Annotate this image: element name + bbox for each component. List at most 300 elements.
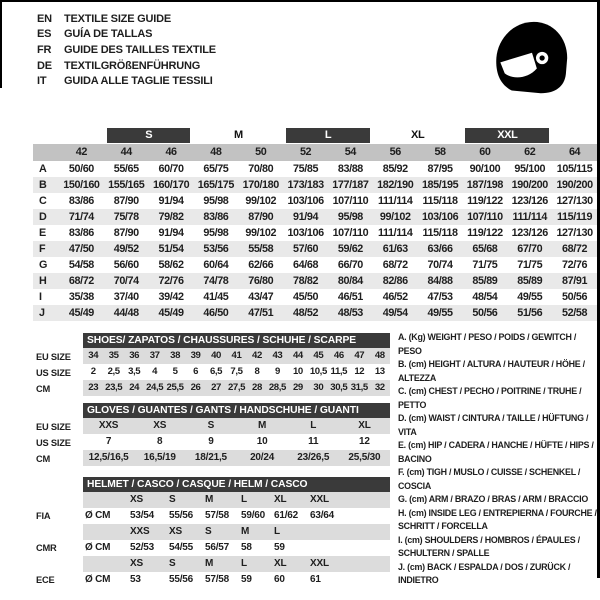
measurement-value: 55/65 bbox=[113, 163, 139, 175]
measurement-value: 39/42 bbox=[158, 291, 184, 303]
measurement-value: 48/53 bbox=[328, 305, 373, 321]
legend-item: E. (cm) HIP / CADERA / HANCHE / HÜFTE / HIPS / BACINO bbox=[398, 440, 594, 464]
language-code: EN bbox=[37, 12, 52, 25]
gloves-row-label-eu: EU SIZE bbox=[36, 422, 71, 432]
measurement-value: 74/78 bbox=[193, 273, 238, 289]
shoe-us-size: 11,5 bbox=[330, 366, 348, 377]
shoe-us-size: 3,5 bbox=[128, 366, 141, 377]
shoe-cm-size: 27,5 bbox=[226, 380, 246, 396]
glove-us-size: 11 bbox=[308, 436, 319, 447]
measurement-value: 65/75 bbox=[203, 163, 229, 175]
helmet-size-value: 63/64 bbox=[310, 510, 335, 521]
shoe-cm-size: 28 bbox=[247, 380, 267, 396]
shoe-cm-size: 26 bbox=[185, 380, 205, 396]
shoe-us-size: 4 bbox=[152, 366, 158, 377]
shoe-eu-size: 39 bbox=[185, 348, 205, 364]
measurement-value: 66/70 bbox=[337, 259, 363, 271]
measurement-value: 52/58 bbox=[552, 305, 597, 321]
helmet-size-row-spacer bbox=[83, 556, 128, 572]
measurement-value: 115/119 bbox=[552, 209, 597, 225]
measurement-value: 51/56 bbox=[507, 305, 552, 321]
shoe-eu-size: 36 bbox=[124, 348, 144, 364]
helmet-size-label: S bbox=[167, 492, 203, 508]
shoe-us-size: 7,5 bbox=[230, 366, 243, 377]
measurement-value: 56/60 bbox=[113, 259, 139, 271]
shoe-us-size: 10 bbox=[292, 366, 303, 377]
size-group-spacer bbox=[555, 128, 594, 143]
measurement-value: 107/110 bbox=[332, 195, 369, 207]
measurement-value: 99/102 bbox=[245, 195, 277, 207]
language-header bbox=[37, 11, 216, 89]
measurement-value: 75/85 bbox=[293, 163, 319, 175]
measurement-value: 105/115 bbox=[556, 163, 593, 175]
glove-cm-size: 20/24 bbox=[237, 450, 288, 466]
helmet-size-label: S bbox=[203, 524, 239, 540]
measurement-value: 63/66 bbox=[418, 241, 463, 257]
measurement-value: 65/68 bbox=[462, 241, 507, 257]
measurement-value: 54/58 bbox=[68, 259, 94, 271]
measurement-value: 71/74 bbox=[59, 209, 104, 225]
measurement-value: 58/62 bbox=[158, 259, 184, 271]
helmet-size-value: 56/57 bbox=[205, 542, 230, 553]
measurement-value: 111/114 bbox=[507, 209, 552, 225]
measurement-row-letter: C bbox=[39, 195, 47, 207]
shoe-eu-size: 38 bbox=[165, 348, 185, 364]
measurement-value: 64/68 bbox=[293, 259, 319, 271]
helmet-size-label: XXS bbox=[128, 524, 167, 540]
helmet-size-value: 60 bbox=[274, 574, 285, 585]
helmet-size-label: M bbox=[203, 556, 239, 572]
measurement-value: 115/118 bbox=[422, 227, 458, 239]
measurement-value: 177/187 bbox=[328, 177, 373, 193]
gloves-table-title: GLOVES / GUANTES / GANTS / HANDSCHUHE / GUANTI bbox=[83, 403, 390, 418]
helmet-table-title: HELMET / CASCO / CASQUE / HELM / CASCO bbox=[83, 477, 390, 492]
legend-item: A. (Kg) WEIGHT / PESO / POIDS / GEWITCH / PESO bbox=[398, 332, 577, 356]
glove-us-size: 9 bbox=[208, 436, 214, 447]
shoe-eu-size: 37 bbox=[144, 348, 164, 364]
page-border-left bbox=[0, 0, 2, 88]
size-number: 60 bbox=[462, 144, 507, 161]
shoes-row-label-cm: CM bbox=[36, 384, 51, 394]
measurement-value: 119/122 bbox=[467, 195, 503, 207]
measurement-row-letter: G bbox=[39, 259, 47, 271]
measurement-value: 35/38 bbox=[68, 291, 94, 303]
size-number: 44 bbox=[104, 144, 149, 161]
legend-item: I. (cm) SHOULDERS / HOMBROS / ÉPAULES / SCHULTERN / SPALLE bbox=[398, 534, 580, 558]
helmet-size-label: XL bbox=[272, 492, 308, 508]
helmet-size-label: XL bbox=[272, 556, 308, 572]
measurement-value: 103/106 bbox=[418, 209, 463, 225]
measurement-value: 51/54 bbox=[149, 241, 194, 257]
measurement-value: 75/78 bbox=[104, 209, 149, 225]
helmet-standard-label-cmr: CMR bbox=[36, 543, 57, 553]
measurement-value: 50/56 bbox=[462, 305, 507, 321]
glove-eu-size: S bbox=[185, 418, 236, 434]
helmet-standard-label-ece: ECE bbox=[36, 575, 55, 585]
helmet-size-row-spacer bbox=[308, 524, 390, 540]
helmet-size-value: 57/58 bbox=[205, 574, 230, 585]
measurement-value: 87/91 bbox=[552, 273, 597, 289]
measurement-row-letter: I bbox=[39, 291, 42, 303]
measurement-value: 190/200 bbox=[552, 177, 597, 193]
measurement-value: 46/51 bbox=[337, 291, 363, 303]
legend-item: H. (cm) INSIDE LEG / ENTREPIERNA / FOURCHE / SCHRITT / FORCELLA bbox=[398, 507, 597, 531]
language-title: TEXTILE SIZE GUIDE bbox=[64, 12, 172, 25]
helmet-size-value: 59 bbox=[274, 542, 285, 553]
legend-item: G. (cm) ARM / BRAZO / BRAS / ARM / BRACCIO bbox=[398, 494, 589, 504]
measurement-value: 45/49 bbox=[149, 305, 194, 321]
shoe-eu-size: 46 bbox=[329, 348, 349, 364]
measurement-value: 49/52 bbox=[104, 241, 149, 257]
shoes-row-label-us: US SIZE bbox=[36, 368, 71, 378]
measurement-value: 53/56 bbox=[193, 241, 238, 257]
legend-item: D. (cm) WAIST / CINTURA / TAILLE / HÜFTUNG / VITA bbox=[398, 413, 589, 437]
measurement-value: 59/62 bbox=[328, 241, 373, 257]
helmet-size-label: XXL bbox=[308, 492, 390, 508]
legend-item: F. (cm) TIGH / MUSLO / CUISSE / SCHENKEL / COSCIA bbox=[398, 467, 581, 491]
size-number: 62 bbox=[507, 144, 552, 161]
legend-item: J. (cm) BACK / ESPALDA / DOS / ZURÜCK / INDIETRO bbox=[398, 561, 571, 585]
helmet-size-label: L bbox=[272, 524, 308, 540]
measurement-value: 91/94 bbox=[158, 227, 184, 239]
measurement-value: 47/51 bbox=[238, 305, 283, 321]
helmet-size-value: 55/56 bbox=[169, 510, 194, 521]
measurement-value: 80/84 bbox=[328, 273, 373, 289]
helmet-size-value: 52/53 bbox=[130, 542, 155, 553]
shoe-cm-size: 23 bbox=[83, 380, 103, 396]
measurement-value: 91/94 bbox=[283, 209, 328, 225]
size-number: 56 bbox=[373, 144, 418, 161]
language-title: GUIDE DES TAILLES TEXTILE bbox=[64, 43, 216, 56]
gloves-row-label-cm: CM bbox=[36, 454, 51, 464]
measurement-value: 83/86 bbox=[68, 227, 94, 239]
measurement-value: 127/130 bbox=[556, 227, 593, 239]
glove-eu-size: M bbox=[237, 418, 288, 434]
textile-size-table bbox=[33, 127, 597, 321]
measurement-value: 119/122 bbox=[467, 227, 503, 239]
helmet-size-value: 61 bbox=[310, 574, 321, 585]
helmet-size-value: 53/54 bbox=[130, 510, 155, 521]
measurement-value: 61/63 bbox=[373, 241, 418, 257]
helmet-size-row-spacer bbox=[83, 492, 128, 508]
shoe-eu-size: 41 bbox=[226, 348, 246, 364]
language-code: FR bbox=[37, 43, 52, 56]
helmet-size-label: XS bbox=[167, 524, 203, 540]
shoes-size-table bbox=[83, 333, 390, 396]
shoe-cm-size: 23,5 bbox=[103, 380, 123, 396]
measurement-value: 67/70 bbox=[507, 241, 552, 257]
shoe-cm-size: 29 bbox=[288, 380, 308, 396]
language-row bbox=[37, 27, 216, 43]
shoe-eu-size: 44 bbox=[288, 348, 308, 364]
glove-eu-size: XXS bbox=[83, 418, 134, 434]
shoe-eu-size: 35 bbox=[103, 348, 123, 364]
shoe-eu-size: 43 bbox=[267, 348, 287, 364]
measurement-value: 62/66 bbox=[248, 259, 274, 271]
helmet-size-label: L bbox=[239, 556, 272, 572]
measurement-value: 107/110 bbox=[332, 227, 369, 239]
shoes-row-label-eu: EU SIZE bbox=[36, 352, 71, 362]
measurement-value: 49/54 bbox=[373, 305, 418, 321]
helmet-value-spacer bbox=[308, 540, 390, 556]
measurement-value: 41/45 bbox=[203, 291, 229, 303]
language-code: DE bbox=[37, 59, 52, 72]
shoe-us-size: 2 bbox=[90, 366, 96, 377]
glove-eu-size: XS bbox=[134, 418, 185, 434]
measurement-value: 48/54 bbox=[472, 291, 498, 303]
glove-us-size: 12 bbox=[359, 436, 370, 447]
size-number: 46 bbox=[149, 144, 194, 161]
helmet-size-value: 59 bbox=[241, 574, 252, 585]
measurement-value: 43/47 bbox=[248, 291, 274, 303]
measurement-value: 115/118 bbox=[422, 195, 458, 207]
measurement-value: 107/110 bbox=[462, 209, 507, 225]
shoe-eu-size: 45 bbox=[308, 348, 328, 364]
measurement-value: 45/50 bbox=[293, 291, 319, 303]
shoe-cm-size: 24 bbox=[124, 380, 144, 396]
measurement-value: 70/74 bbox=[427, 259, 453, 271]
shoe-cm-size: 24,5 bbox=[144, 380, 164, 396]
measurement-value: 155/165 bbox=[104, 177, 149, 193]
measurement-row-letter: B bbox=[33, 177, 59, 193]
measurement-value: 99/102 bbox=[245, 227, 277, 239]
measurement-value: 50/60 bbox=[68, 163, 94, 175]
measurement-value: 165/175 bbox=[193, 177, 238, 193]
measurement-value: 47/50 bbox=[59, 241, 104, 257]
measurement-value: 44/48 bbox=[104, 305, 149, 321]
shoe-eu-size: 48 bbox=[370, 348, 390, 364]
shoe-cm-size: 32 bbox=[370, 380, 390, 396]
helmet-size-label: S bbox=[167, 556, 203, 572]
measurement-value: 72/76 bbox=[149, 273, 194, 289]
language-code: IT bbox=[37, 75, 47, 88]
measurement-value: 45/49 bbox=[59, 305, 104, 321]
measurement-value: 187/198 bbox=[462, 177, 507, 193]
measurement-value: 76/80 bbox=[238, 273, 283, 289]
glove-cm-size: 12,5/16,5 bbox=[83, 450, 134, 466]
glove-cm-size: 25,5/30 bbox=[339, 450, 390, 466]
helmet-size-table bbox=[83, 477, 390, 588]
glove-cm-size: 18/21,5 bbox=[185, 450, 236, 466]
shoe-cm-size: 25,5 bbox=[165, 380, 185, 396]
measurement-value: 87/90 bbox=[113, 195, 139, 207]
measurement-row-letter: A bbox=[39, 163, 47, 175]
size-group-M: M bbox=[233, 129, 243, 141]
shoe-us-size: 9 bbox=[274, 366, 280, 377]
shoe-cm-size: 28,5 bbox=[267, 380, 287, 396]
measurement-value: 60/70 bbox=[158, 163, 184, 175]
language-row bbox=[37, 58, 216, 74]
measurement-value: 68/72 bbox=[382, 259, 408, 271]
size-number: 48 bbox=[193, 144, 238, 161]
helmet-size-value: 59/60 bbox=[241, 510, 266, 521]
measurement-value: 103/106 bbox=[287, 195, 324, 207]
measurement-value: 84/88 bbox=[418, 273, 463, 289]
glove-eu-size: L bbox=[288, 418, 339, 434]
measurement-value: 57/60 bbox=[283, 241, 328, 257]
shoe-us-size: 12 bbox=[354, 366, 365, 377]
measurement-value: 90/100 bbox=[469, 163, 501, 175]
helmet-size-label: XXL bbox=[308, 556, 390, 572]
measurement-value: 95/98 bbox=[203, 195, 229, 207]
gloves-row-label-us: US SIZE bbox=[36, 438, 71, 448]
measurement-value: 46/50 bbox=[193, 305, 238, 321]
legend-item: B. (cm) HEIGHT / ALTURA / HAUTEUR / HÖHE / ALTEZZA bbox=[398, 359, 585, 383]
helmet-size-value: 55/56 bbox=[169, 574, 194, 585]
helmet-size-value: 61/62 bbox=[274, 510, 299, 521]
glove-us-size: 10 bbox=[256, 436, 268, 447]
measurement-value: 123/126 bbox=[511, 227, 548, 239]
measurement-value: 46/52 bbox=[382, 291, 408, 303]
measurement-value: 83/88 bbox=[337, 163, 363, 175]
language-row bbox=[37, 11, 216, 27]
shoe-us-size: 10,5 bbox=[309, 366, 327, 377]
measurement-row-letter: J bbox=[33, 305, 59, 321]
shoe-us-size: 6 bbox=[193, 366, 199, 377]
size-group-L: L bbox=[286, 128, 370, 143]
size-number: 52 bbox=[283, 144, 328, 161]
measurement-row-letter: F bbox=[33, 241, 59, 257]
page-border-top bbox=[0, 0, 600, 2]
language-title: TEXTILGRÖßENFÜHRUNG bbox=[64, 59, 201, 72]
measurement-value: 173/183 bbox=[283, 177, 328, 193]
measurement-value: 190/200 bbox=[507, 177, 552, 193]
shoe-cm-size: 30 bbox=[308, 380, 328, 396]
shoe-us-size: 2,5 bbox=[107, 366, 120, 377]
shoe-cm-size: 30,5 bbox=[329, 380, 349, 396]
helmet-size-value: 57/58 bbox=[205, 510, 230, 521]
glove-cm-size: 23/26,5 bbox=[288, 450, 339, 466]
measurement-value: 55/58 bbox=[238, 241, 283, 257]
glove-us-size: 8 bbox=[157, 436, 163, 447]
measurement-value: 185/195 bbox=[418, 177, 463, 193]
shoe-us-size: 13 bbox=[374, 366, 385, 377]
size-number: 50 bbox=[238, 144, 283, 161]
measurement-row-letter: D bbox=[33, 209, 59, 225]
measurement-value: 71/75 bbox=[517, 259, 543, 271]
measurement-value: 49/55 bbox=[418, 305, 463, 321]
shoe-eu-size: 34 bbox=[83, 348, 103, 364]
glove-cm-size: 16,5/19 bbox=[134, 450, 185, 466]
measurement-value: 99/102 bbox=[373, 209, 418, 225]
language-code: ES bbox=[37, 28, 52, 41]
measurement-value: 50/56 bbox=[562, 291, 588, 303]
size-group-XXL: XXL bbox=[465, 128, 549, 143]
measurement-legend bbox=[398, 331, 600, 588]
gloves-size-table bbox=[83, 403, 390, 466]
measurement-row-letter: E bbox=[39, 227, 46, 239]
measurement-value: 72/76 bbox=[562, 259, 588, 271]
helmet-icon bbox=[488, 14, 576, 102]
measurement-value: 91/94 bbox=[158, 195, 184, 207]
shoes-table-title: SHOES/ ZAPATOS / CHAUSSURES / SCHUHE / SCARPE bbox=[83, 333, 390, 348]
measurement-value: 37/40 bbox=[113, 291, 139, 303]
measurement-value: 95/100 bbox=[514, 163, 546, 175]
measurement-value: 111/114 bbox=[378, 227, 413, 239]
shoe-cm-size: 27 bbox=[206, 380, 226, 396]
shoe-eu-size: 40 bbox=[206, 348, 226, 364]
size-number: 58 bbox=[418, 144, 463, 161]
shoe-us-size: 5 bbox=[172, 366, 178, 377]
helmet-size-value: 54/55 bbox=[169, 542, 194, 553]
measurement-value: 83/86 bbox=[68, 195, 94, 207]
measurement-value: 160/170 bbox=[149, 177, 194, 193]
measurement-row-letter: H bbox=[33, 273, 59, 289]
helmet-size-label: L bbox=[239, 492, 272, 508]
shoe-cm-size: 31,5 bbox=[349, 380, 369, 396]
measurement-value: 111/114 bbox=[378, 195, 413, 207]
helmet-size-label: M bbox=[203, 492, 239, 508]
measurement-value: 182/190 bbox=[373, 177, 418, 193]
measurement-value: 83/86 bbox=[193, 209, 238, 225]
measurement-value: 60/64 bbox=[203, 259, 229, 271]
measurement-value: 78/82 bbox=[283, 273, 328, 289]
measurement-value: 123/126 bbox=[511, 195, 548, 207]
glove-eu-size: XL bbox=[339, 418, 390, 434]
helmet-size-row-spacer bbox=[83, 524, 128, 540]
measurement-value: 170/180 bbox=[238, 177, 283, 193]
shoe-us-size: 8 bbox=[254, 366, 260, 377]
measurement-value: 85/92 bbox=[382, 163, 408, 175]
helmet-diameter-unit: Ø CM bbox=[85, 510, 111, 521]
language-row bbox=[37, 73, 216, 89]
measurement-value: 48/52 bbox=[283, 305, 328, 321]
helmet-size-value: 58 bbox=[241, 542, 252, 553]
helmet-diameter-unit: Ø CM bbox=[85, 542, 111, 553]
size-group-S: S bbox=[107, 128, 191, 143]
shoe-us-size: 6,5 bbox=[209, 366, 223, 377]
measurement-value: 82/86 bbox=[373, 273, 418, 289]
measurement-value: 70/80 bbox=[248, 163, 274, 175]
size-group-XL: XL bbox=[411, 129, 425, 141]
helmet-size-label: XS bbox=[128, 556, 167, 572]
measurement-value: 85/89 bbox=[462, 273, 507, 289]
helmet-standard-label-fia: FIA bbox=[36, 511, 51, 521]
shoe-eu-size: 42 bbox=[247, 348, 267, 364]
measurement-value: 70/74 bbox=[104, 273, 149, 289]
measurement-value: 87/90 bbox=[113, 227, 139, 239]
measurement-value: 85/89 bbox=[507, 273, 552, 289]
measurement-value: 47/53 bbox=[427, 291, 453, 303]
measurement-value: 103/106 bbox=[287, 227, 324, 239]
measurement-value: 95/98 bbox=[203, 227, 229, 239]
language-title: GUÍA DE TALLAS bbox=[64, 28, 153, 41]
helmet-size-label: M bbox=[239, 524, 272, 540]
size-header-spacer bbox=[33, 144, 59, 161]
language-row bbox=[37, 42, 216, 58]
helmet-diameter-unit: Ø CM bbox=[85, 574, 111, 585]
language-title: GUIDA ALLE TAGLIE TESSILI bbox=[64, 75, 213, 88]
measurement-value: 68/72 bbox=[552, 241, 597, 257]
measurement-value: 71/75 bbox=[472, 259, 498, 271]
measurement-value: 79/82 bbox=[149, 209, 194, 225]
measurement-value: 150/160 bbox=[59, 177, 104, 193]
size-number: 54 bbox=[328, 144, 373, 161]
size-number: 42 bbox=[59, 144, 104, 161]
helmet-size-label: XS bbox=[128, 492, 167, 508]
measurement-value: 87/95 bbox=[427, 163, 453, 175]
size-number: 64 bbox=[552, 144, 597, 161]
measurement-value: 68/72 bbox=[59, 273, 104, 289]
shoe-eu-size: 47 bbox=[349, 348, 369, 364]
measurement-value: 95/98 bbox=[328, 209, 373, 225]
measurement-value: 127/130 bbox=[556, 195, 593, 207]
measurement-value: 49/55 bbox=[517, 291, 543, 303]
glove-us-size: 7 bbox=[105, 436, 112, 447]
size-group-spacer bbox=[36, 128, 101, 143]
measurement-value: 87/90 bbox=[238, 209, 283, 225]
legend-item: C. (cm) CHEST / PECHO / POITRINE / TRUHE / PETTO bbox=[398, 386, 582, 410]
